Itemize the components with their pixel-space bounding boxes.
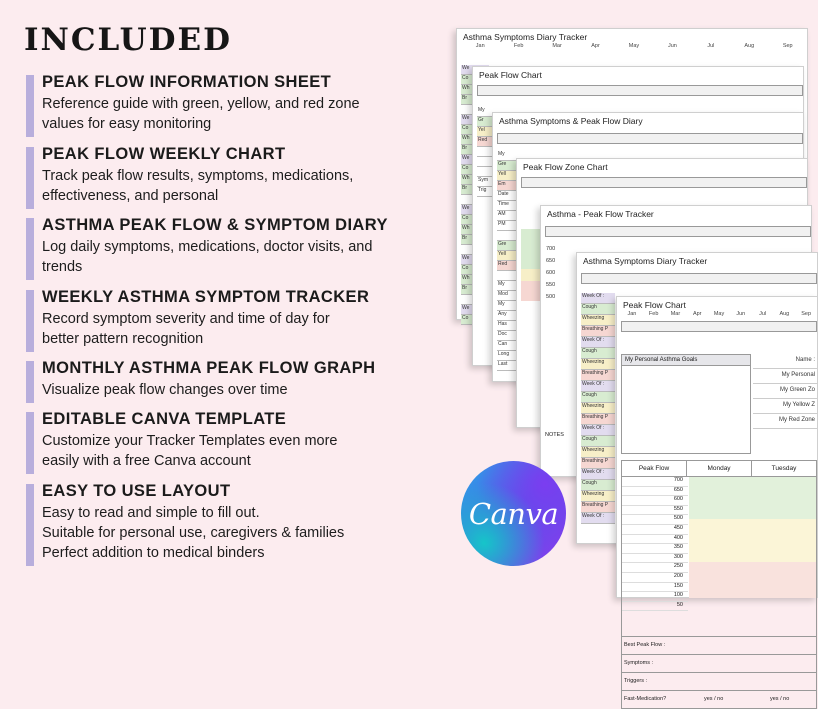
notes-label: NOTES — [545, 432, 564, 438]
peak-flow-value: 500 — [546, 294, 556, 300]
feature-title: EASY TO USE LAYOUT — [42, 482, 231, 500]
personal-field: My Green Zo — [753, 384, 817, 399]
tracker-row-label: Wheezing — [581, 447, 615, 458]
feature-title: PEAK FLOW INFORMATION SHEET — [42, 73, 332, 91]
month-row — [461, 43, 807, 49]
col-peak-flow: Peak Flow — [622, 461, 687, 476]
month-label: Jun — [736, 311, 746, 317]
tracker-row-label: Cough — [581, 392, 615, 403]
sheet-title: Peak Flow Chart — [479, 70, 542, 80]
peak-flow-value: 500 — [622, 515, 688, 525]
peak-flow-value: 250 — [622, 563, 688, 573]
month-label: Aug — [744, 43, 755, 49]
peak-flow-value: 100 — [622, 592, 688, 602]
feature-item — [26, 481, 436, 563]
tracker-row-label: Wheezing — [581, 359, 615, 370]
peak-flow-chart-sheet: Peak Flow Chart My Gr Yel Red Sym Trig — [472, 66, 804, 366]
fast-medication-label: Fast-Medication? — [624, 696, 667, 702]
feature-description: Track peak flow results, symptoms, medications, — [42, 168, 354, 184]
accent-bar — [26, 484, 34, 566]
tracker-row-label: Week Of : — [581, 381, 615, 392]
col-monday: Monday — [687, 461, 752, 476]
feature-description: easily with a free Canva account — [42, 453, 251, 469]
tracker-row-label: Cough — [581, 480, 615, 491]
feature-description: better pattern recognition — [42, 331, 204, 347]
canva-logo — [461, 461, 566, 566]
personal-field: My Personal — [753, 369, 817, 384]
month-label: Feb — [513, 43, 524, 49]
feature-item — [26, 144, 436, 206]
accent-bar — [26, 290, 34, 352]
fast-medication-row — [621, 691, 817, 709]
peak-flow-value: 450 — [622, 525, 688, 535]
month-label: Jan — [475, 43, 485, 49]
best-peak-flow-row: Best Peak Flow : — [621, 637, 817, 655]
feature-title: WEEKLY ASTHMA SYMPTOM TRACKER — [42, 288, 370, 306]
peak-flow-value: 600 — [622, 496, 688, 506]
feature-title: EDITABLE CANVA TEMPLATE — [42, 410, 287, 428]
month-label: Feb — [648, 311, 659, 317]
tracker-row-label: Wheezing — [581, 403, 615, 414]
goals-label: My Personal Asthma Goals — [622, 355, 750, 366]
feature-description: Log daily symptoms, medications, doctor visits, and — [42, 239, 373, 255]
month-label: Mar — [670, 311, 681, 317]
personal-field: Name : — [753, 354, 817, 369]
peak-flow-values — [622, 477, 688, 611]
tracker-row-label: Breathing P — [581, 326, 615, 337]
month-row — [621, 311, 817, 317]
tracker-row-label: Breathing P — [581, 502, 615, 513]
peak-flow-value: 300 — [622, 554, 688, 564]
sheet-title: Asthma - Peak Flow Tracker — [547, 209, 654, 219]
feature-description: Record symptom severity and time of day for — [42, 311, 330, 327]
month-label: Sep — [782, 43, 793, 49]
peak-flow-value: 400 — [622, 535, 688, 545]
peak-flow-value: 650 — [546, 258, 556, 264]
personal-field: My Red Zone — [753, 414, 817, 429]
peak-flow-value: 150 — [622, 583, 688, 593]
tracker-row-label: Breathing P — [581, 370, 615, 381]
page-title: INCLUDED — [24, 22, 233, 58]
month-label: Apr — [692, 311, 702, 317]
goals-box — [621, 354, 751, 454]
feature-description: trends — [42, 259, 83, 275]
month-label: Aug — [779, 311, 790, 317]
tracker-row-label: Breathing P — [581, 414, 615, 425]
peak-flow-value: 700 — [546, 246, 556, 252]
month-label: May — [713, 311, 725, 317]
peak-flow-value: 550 — [622, 506, 688, 516]
peak-flow-value: 600 — [546, 270, 556, 276]
tracker-row-label: Cough — [581, 348, 615, 359]
peak-flow-value: 350 — [622, 544, 688, 554]
peak-flow-value: 700 — [622, 477, 688, 487]
month-label: Mar — [552, 43, 562, 49]
row-labels: We Co Wh Br We Co Wh Br We Co Wh Br We Co Wh Br We Co Wh Br We Co — [461, 65, 489, 325]
month-label: Jun — [667, 43, 677, 49]
feature-item — [26, 409, 436, 471]
feature-description: effectiveness, and personal — [42, 188, 219, 204]
peak-flow-value: 650 — [622, 487, 688, 497]
feature-description: values for easy monitoring — [42, 116, 212, 132]
yes-no-tuesday: yes / no — [770, 696, 790, 702]
peak-flow-value: 550 — [546, 282, 556, 288]
peak-flow-table — [621, 460, 817, 637]
tracker-row-label: Week Of : — [581, 513, 615, 524]
feature-description: Easy to read and simple to fill out. — [42, 505, 260, 521]
feature-title: ASTHMA PEAK FLOW & SYMPTOM DIARY — [42, 216, 388, 234]
sheet-title: Peak Flow Zone Chart — [523, 162, 608, 172]
feature-title: MONTHLY ASTHMA PEAK FLOW GRAPH — [42, 359, 376, 377]
sheet-title: Asthma Symptoms & Peak Flow Diary — [499, 116, 643, 126]
feature-description: Suitable for personal use, caregivers & families — [42, 525, 345, 541]
front-peak-flow-chart-sheet — [616, 296, 818, 702]
feature-description: Reference guide with green, yellow, and red zone — [42, 96, 360, 112]
feature-description: Visualize peak flow changes over time — [42, 382, 288, 398]
canva-logo-text: Canva — [468, 496, 559, 531]
peak-flow-value: 200 — [622, 573, 688, 583]
accent-bar — [26, 412, 34, 474]
tracker-row-label: Week Of : — [581, 425, 615, 436]
sheet-title: Asthma Symptoms Diary Tracker — [463, 32, 588, 42]
month-label: Jul — [707, 43, 715, 49]
accent-bar — [26, 218, 34, 280]
month-label: May — [628, 43, 640, 49]
feature-item — [26, 358, 436, 400]
symptoms-peak-flow-diary-sheet: Asthma Symptoms & Peak Flow Diary My Gre Yell Em Date Time AM PM Gre Yell Red My Mod My Any Has Doc Can Long Last — [492, 112, 804, 382]
feature-description: Perfect addition to medical binders — [42, 545, 265, 561]
tracker-row-label: Week Of : — [581, 337, 615, 348]
feature-title: PEAK FLOW WEEKLY CHART — [42, 145, 286, 163]
feature-item — [26, 215, 436, 277]
month-label: Sep — [801, 311, 812, 317]
tracker-row-label: Week Of : — [581, 469, 615, 480]
tracker-row-label: Cough — [581, 436, 615, 447]
tracker-row-label: Breathing P — [581, 458, 615, 469]
sheet-title: Peak Flow Chart — [623, 300, 686, 310]
accent-bar — [26, 75, 34, 137]
personal-field: My Yellow Z — [753, 399, 817, 414]
month-label: Jul — [759, 311, 767, 317]
feature-item — [26, 287, 436, 349]
tracker-row-label: Wheezing — [581, 491, 615, 502]
col-tuesday: Tuesday — [771, 465, 797, 472]
triggers-row: Triggers : — [621, 673, 817, 691]
tracker-row-label: Wheezing — [581, 315, 615, 326]
feature-description: Customize your Tracker Templates even more — [42, 433, 338, 449]
month-label: Apr — [591, 43, 600, 49]
summary-rows — [621, 637, 817, 709]
symptoms-row: Symptoms : — [621, 655, 817, 673]
accent-bar — [26, 147, 34, 209]
feature-item — [26, 72, 436, 134]
month-label: Jan — [627, 311, 637, 317]
yes-no-monday: yes / no — [704, 696, 724, 702]
tracker-row-label: Week Of : — [581, 293, 615, 304]
accent-bar — [26, 361, 34, 403]
personal-zone-fields — [753, 354, 817, 429]
peak-flow-value: 50 — [622, 602, 688, 612]
tracker-row-label: Cough — [581, 304, 615, 315]
sheet-title: Asthma Symptoms Diary Tracker — [583, 256, 708, 266]
